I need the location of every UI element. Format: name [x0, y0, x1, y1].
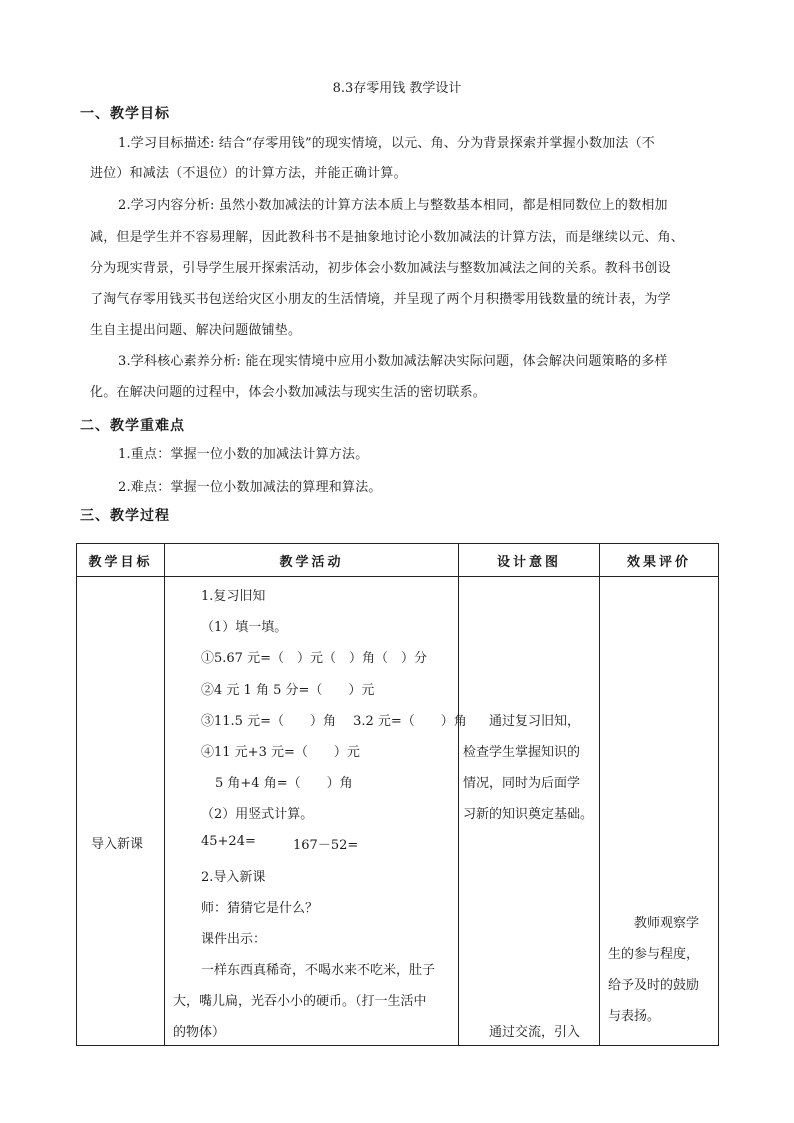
evaluation-line: 给予及时的鼓励 — [608, 978, 700, 993]
paragraph-line: 减，但是学生并不容易理解，因此教科书不是抽象地讨论小数加减法的计算方法，而是继续以元、角、 — [90, 230, 685, 245]
intent-line: 通过交流，引入 — [489, 1025, 581, 1040]
header-goal: 教学目标 — [77, 544, 165, 577]
evaluation-line: 教师观察学 — [634, 916, 700, 931]
goal-text: 导入新课 — [91, 837, 144, 852]
intent-line: 情况，同时为后面学 — [463, 776, 581, 791]
activity-line: 大，嘴儿扁，光吞小小的硬币。（打一生活中 — [173, 994, 427, 1009]
keypoint-item: 2.难点：掌握一位小数加减法的算理和算法。 — [118, 480, 382, 495]
paragraph-line: 3.学科核心素养分析: 能在现实情境中应用小数加减法解决实际问题，体会解决问题策略的多样 — [118, 354, 668, 369]
goal-cell — [77, 577, 165, 1046]
table-header-row — [77, 544, 719, 577]
header-evaluation: 效果评价 — [600, 544, 719, 577]
activity-line: 45+24= — [201, 834, 256, 849]
intent-line: 习新的知识奠定基础。 — [463, 807, 594, 822]
header-intent: 设计意图 — [459, 544, 600, 577]
header-activity: 教学活动 — [165, 544, 459, 577]
activity-line: ①5.67 元=（ ）元（ ）角（ ）分 — [201, 651, 427, 666]
section-heading-keypoints: 二、教学重难点 — [80, 418, 185, 434]
evaluation-line: 生的参与程度， — [608, 947, 700, 962]
activity-line: 的物体） — [173, 1025, 226, 1040]
table-row — [77, 577, 719, 1046]
activity-line: 师：猜猜它是什么？ — [201, 901, 319, 916]
intent-line: 检查学生掌握知识的 — [463, 745, 581, 760]
paragraph-line: 进位）和减法（不退位）的计算方法，并能正确计算。 — [90, 166, 407, 181]
paragraph-line: 2.学习内容分析: 虽然小数加减法的计算方法本质上与整数基本相同，都是相同数位上的数相加 — [118, 198, 668, 213]
section-heading-process: 三、教学过程 — [80, 508, 170, 524]
activity-line: ④11 元+3 元=（ ）元 — [201, 745, 360, 760]
paragraph-line: 了淘气存零用钱买书包送给灾区小朋友的生活情境，并呈现了两个月积攒零用钱数量的统计表，为学 — [90, 292, 671, 307]
activity-line: 一样东西真稀奇，不喝水来不吃米，肚子 — [201, 963, 436, 978]
activity-line: 1.复习旧知 — [201, 589, 266, 604]
lesson-table — [76, 543, 719, 1046]
paragraph-line: 1.学习目标描述: 结合“存零用钱”的现实情境，以元、角、分为背景探索并掌握小数加法（不 — [118, 136, 656, 151]
paragraph-line: 化。在解决问题的过程中，体会小数加减法与现实生活的密切联系。 — [90, 385, 487, 400]
activity-cell — [165, 577, 467, 1046]
activity-line: （2）用竖式计算。 — [201, 807, 314, 822]
intent-line: 通过复习旧知， — [489, 714, 581, 729]
paragraph-line: 分为现实背景，引导学生展开探索活动，初步体会小数加减法与整数加减法之间的关系。教科书创设 — [90, 261, 671, 276]
activity-line: ③11.5 元=（ ）角 3.2 元=（ ）角 — [201, 714, 467, 729]
evaluation-cell — [600, 577, 719, 1046]
activity-line: 167－52= — [293, 838, 359, 853]
page-title: 8.3存零用钱 教学设计 — [332, 81, 462, 96]
activity-line: 5 角+4 角=（ ）角 — [215, 776, 353, 791]
paragraph-line: 生自主提出问题、解决问题做铺垫。 — [90, 323, 302, 338]
activity-line: 2.导入新课 — [201, 870, 266, 885]
evaluation-line: 与表扬。 — [608, 1009, 661, 1024]
intent-cell — [459, 577, 600, 1046]
activity-line: ②4 元 1 角 5 分=（ ）元 — [201, 683, 375, 698]
activity-line: （1）填一填。 — [201, 620, 288, 635]
keypoint-item: 1.重点：掌握一位小数的加减法计算方法。 — [118, 447, 369, 462]
activity-line: 课件出示： — [201, 932, 267, 947]
section-heading-goals: 一、教学目标 — [80, 106, 170, 122]
